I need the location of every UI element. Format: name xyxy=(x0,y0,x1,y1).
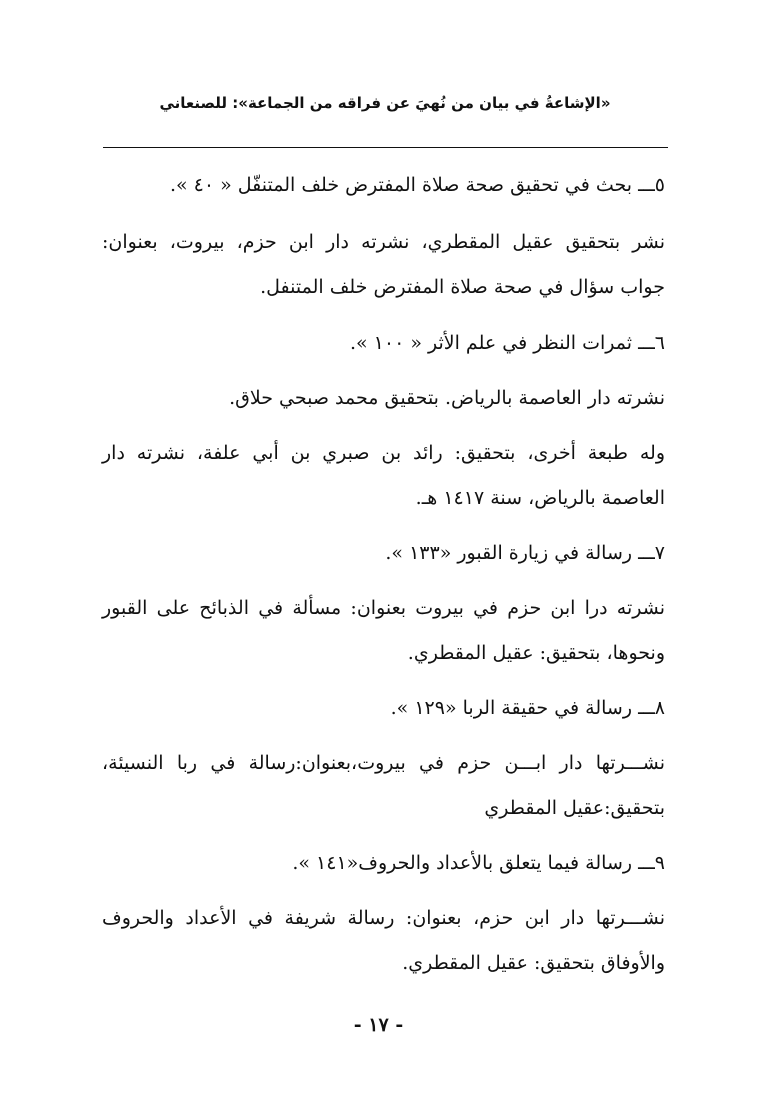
item-7-publication-line-2: ونحوها، بتحقيق: عقيل المقطري. xyxy=(407,642,665,664)
item-9-title: ٩ـــ رسالة فيما يتعلق بالأعداد والحروف«١٤١ ». xyxy=(292,852,665,874)
item-8-publication-line-1: نشـــرتها دار ابـــن حزم في بيروت،بعنوان:رسالة في ربا النسيئة، xyxy=(102,752,665,774)
page-number: - ١٧ - xyxy=(353,1014,404,1036)
item-5-publication-line-2: جواب سؤال في صحة صلاة المفترض خلف المتنفل. xyxy=(260,276,665,298)
item-5-title: ٥ـــ بحث في تحقيق صحة صلاة المفترض خلف المتنفّل « ٤٠ ». xyxy=(169,174,665,196)
item-7-title: ٧ـــ رسالة في زيارة القبور «١٣٣ ». xyxy=(385,542,665,564)
item-9-publication-line-1: نشـــرتها دار ابن حزم، بعنوان: رسالة شريفة في الأعداد والحروف xyxy=(102,907,665,929)
item-8-publication-line-2: بتحقيق:عقيل المقطري xyxy=(484,797,665,819)
running-header: «الإشاعةُ في بيان من نُهيَ عن فراقه من الجماعة»: للصنعاني xyxy=(159,94,611,112)
item-6-edition-line-1: وله طبعة أخرى، بتحقيق: رائد بن صبري بن أبي علفة، نشرته دار xyxy=(102,442,665,464)
header-rule xyxy=(103,147,668,148)
item-5-publication-line-1: نشر بتحقيق عقيل المقطري، نشرته دار ابن حزم، بيروت، بعنوان: xyxy=(102,231,665,253)
item-7-publication-line-1: نشرته درا ابن حزم في بيروت بعنوان: مسألة في الذبائح على القبور xyxy=(102,597,665,619)
item-8-title: ٨ـــ رسالة في حقيقة الربا «١٢٩ ». xyxy=(390,697,665,719)
item-6-edition-line-2: العاصمة بالرياض، سنة ١٤١٧ هـ. xyxy=(415,487,665,509)
item-9-publication-line-2: والأوفاق بتحقيق: عقيل المقطري. xyxy=(402,952,665,974)
item-6-title: ٦ـــ ثمرات النظر في علم الأثر « ١٠٠ ». xyxy=(349,332,665,354)
item-6-publication-line-1: نشرته دار العاصمة بالرياض. بتحقيق محمد صبحي حلاق. xyxy=(229,387,665,409)
